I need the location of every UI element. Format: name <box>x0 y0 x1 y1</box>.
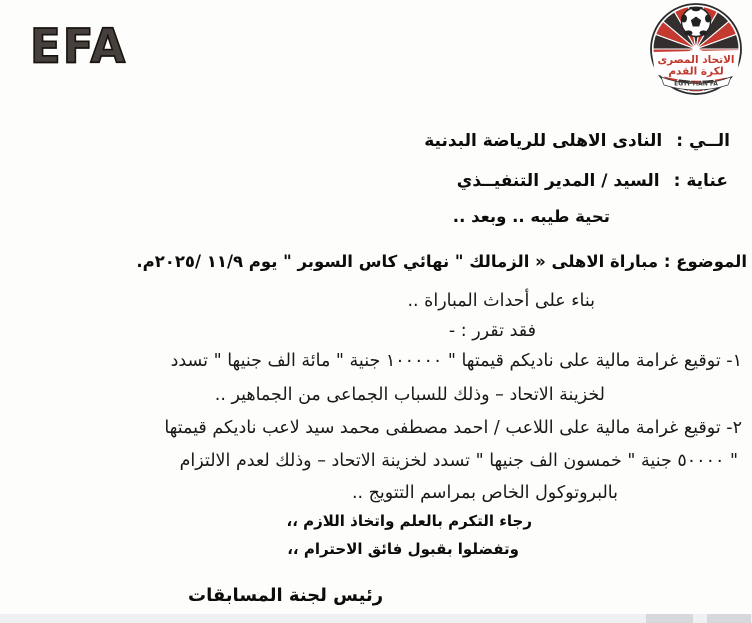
efa-wordmark: EFA <box>30 18 128 75</box>
to-label: الــي : <box>676 131 730 151</box>
crest-latin-text: EGYPTIAN FA <box>674 80 718 88</box>
greeting-line: تحية طيبه .. وبعد .. <box>452 207 610 226</box>
to-line <box>424 131 730 151</box>
crest-arabic-line1: الاتحاد المصرى <box>657 54 735 66</box>
closing-line1: رجاء التكرم بالعلم واتخاذ اللازم ،، <box>286 512 532 530</box>
football-icon <box>681 7 711 37</box>
item1-line1: ١- توقيع غرامة مالية على ناديكم قيمتها " ١٠٠٠٠٠ جنية " مائة الف جنيها " تسدد <box>170 351 742 371</box>
attention-label: عناية : <box>673 171 728 191</box>
scan-artifact-square <box>646 614 693 623</box>
decision-lead-line: فقد تقرر : - <box>448 321 536 341</box>
efa-crest-logo <box>646 2 746 102</box>
crest-arabic-line2: لكرة القدم <box>668 65 724 78</box>
item1-line2: لخزينة الاتحاد – وذلك للسباب الجماعى من الجماهير .. <box>214 385 605 405</box>
intro-line: بناء على أحداث المباراة .. <box>407 291 595 311</box>
scan-bottom-strip <box>0 614 752 623</box>
attention-value: السيد / المدير التنفيــذي <box>456 171 660 191</box>
scan-artifact-square <box>707 614 751 623</box>
closing-line2: وتفضلوا بقبول فائق الاحترام ،، <box>287 540 519 558</box>
item2-line3: بالبروتوكول الخاص بمراسم التتويج .. <box>351 483 618 503</box>
item2-line1: ٢- توقيع غرامة مالية على اللاعب / احمد مصطفى محمد سيد لاعب ناديكم قيمتها <box>164 418 742 438</box>
signature-title: رئيس لجنة المسابقات <box>188 585 384 606</box>
attention-line <box>457 171 728 191</box>
subject-line: الموضوع : مباراة الاهلى « الزمالك " نهائي كاس السوبر " يوم ١١/٩ /٢٠٢٥م. <box>136 252 747 271</box>
item2-line2: " ٥٠٠٠٠ جنية " خمسون الف جنيها " تسدد لخزينة الاتحاد – وذلك لعدم الالتزام <box>179 451 738 471</box>
to-value: النادى الاهلى للرياضة البدنية <box>424 131 663 151</box>
